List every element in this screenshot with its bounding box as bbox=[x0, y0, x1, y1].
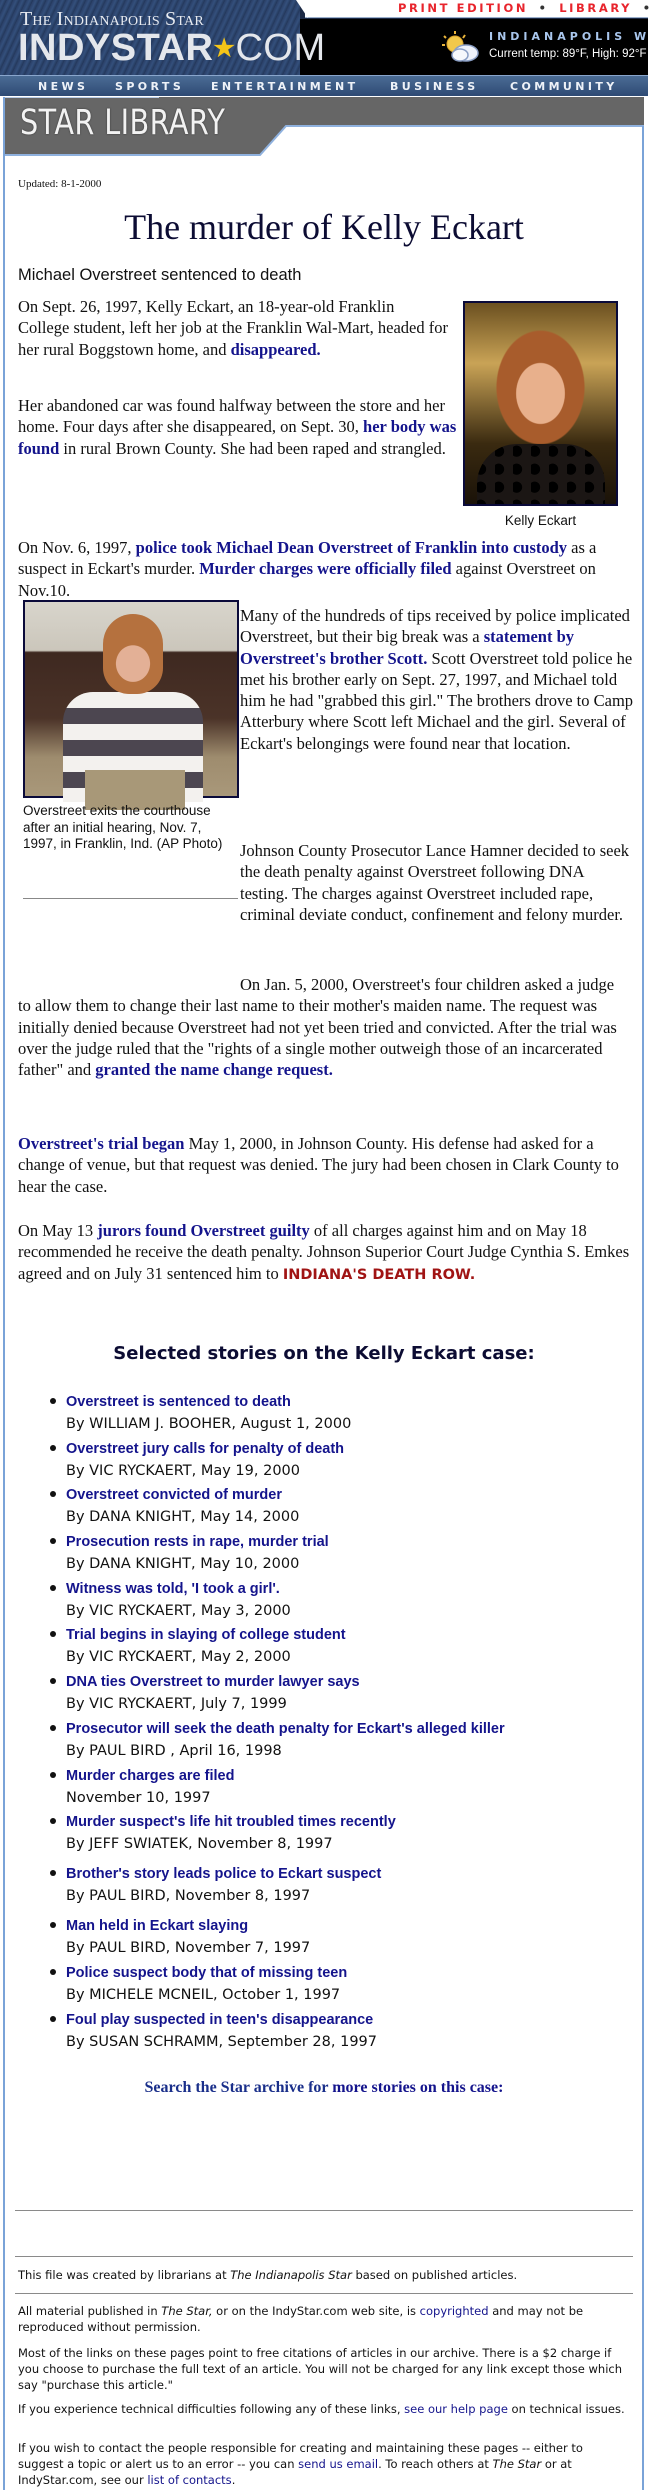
banner-title: STAR LIBRARY bbox=[20, 103, 226, 143]
story-item bbox=[50, 1393, 640, 1440]
nav-business[interactable]: BUSINESS bbox=[390, 80, 479, 93]
paragraph-verdict bbox=[18, 1220, 630, 1286]
footer-links-note: Most of the links on these pages point to free citations of articles in our archive. There is a $2 charge if you choose to purchase the full text of an article. You will not be charged for any link except those which say "purchase this article." bbox=[18, 2346, 623, 2392]
bullet-icon bbox=[50, 1445, 56, 1451]
logo-brand: INDYSTAR bbox=[18, 27, 214, 69]
footer-text: on technical issues. bbox=[507, 2402, 625, 2416]
footer-created-note bbox=[18, 2267, 630, 2283]
story-byline: By DANA KNIGHT, May 14, 2000 bbox=[66, 1509, 300, 1526]
more-stories-link[interactable]: more stories on this case: bbox=[332, 2079, 504, 2096]
bullet-icon bbox=[50, 1585, 56, 1591]
bullet-icon bbox=[50, 1772, 56, 1778]
story-item bbox=[50, 1533, 640, 1580]
paragraph-disappearance bbox=[18, 296, 448, 360]
bullet-icon bbox=[50, 1969, 56, 1975]
story-item bbox=[50, 1626, 640, 1673]
updated-date: Updated: 8-1-2000 bbox=[18, 178, 102, 190]
footer-text: . To reach others at bbox=[378, 2457, 493, 2471]
nav-entertainment[interactable]: ENTERTAINMENT bbox=[211, 80, 359, 93]
story-title-link[interactable]: Overstreet convicted of murder bbox=[66, 1487, 282, 1504]
send-email-link[interactable]: send us email bbox=[298, 2457, 379, 2471]
bullet-icon bbox=[50, 1725, 56, 1731]
divider bbox=[15, 2293, 633, 2294]
death-row-link[interactable]: INDIANA'S DEATH ROW. bbox=[282, 1266, 476, 1283]
paragraph-name-change bbox=[18, 974, 630, 1080]
footer-text: . bbox=[231, 2473, 236, 2487]
footer-text: and may not be reproduced without permission. bbox=[18, 2304, 584, 2334]
story-title-link[interactable]: Overstreet is sentenced to death bbox=[66, 1394, 291, 1410]
custody-link[interactable]: police took Michael Dean Overstreet of Franklin into custody bbox=[135, 538, 568, 557]
story-byline: November 10, 1997 bbox=[66, 1789, 211, 1806]
paragraph-custody bbox=[18, 537, 630, 601]
story-item bbox=[50, 1440, 640, 1487]
separator: • bbox=[538, 1, 549, 15]
story-item bbox=[50, 1964, 640, 2011]
footer-text: If you wish to contact the people responsible for creating and maintaining these pages -- either to suggest a topic or alert us to an error -- you can bbox=[18, 2441, 583, 2471]
divider bbox=[15, 2256, 633, 2257]
story-byline: By SUSAN SCHRAMM, September 28, 1997 bbox=[66, 2033, 378, 2050]
story-title-link[interactable]: Prosecutor will seek the death penalty for Eckart's alleged killer bbox=[66, 1720, 505, 1737]
bullet-icon bbox=[50, 1818, 56, 1824]
story-item bbox=[50, 1720, 640, 1767]
story-title-link[interactable]: Man held in Eckart slaying bbox=[66, 1918, 249, 1935]
weather-title[interactable]: INDIANAPOLIS W bbox=[489, 30, 651, 43]
footer-help-note bbox=[18, 2401, 630, 2417]
story-byline: By MICHELE MCNEIL, October 1, 1997 bbox=[66, 1986, 341, 2003]
story-byline: By VIC RYCKAERT, July 7, 1999 bbox=[66, 1696, 287, 1713]
paragraph-text: in rural Brown County. She had been raped and strangled. bbox=[59, 438, 446, 458]
paragraph-text: May 1, 2000, in Johnson County. His defense had asked for a change of venue, but that request was denied. The jury had been chosen in Clark County to hear the case. bbox=[18, 1134, 619, 1196]
article-subtitle: Michael Overstreet sentenced to death bbox=[18, 266, 302, 284]
paragraph-trial bbox=[18, 1133, 630, 1197]
charges-filed-link[interactable]: Murder charges were officially filed bbox=[199, 559, 452, 579]
bullet-icon bbox=[50, 1678, 56, 1684]
paragraph-text: On May 13 bbox=[18, 1221, 98, 1240]
story-byline: By PAUL BIRD, November 7, 1997 bbox=[66, 1940, 311, 1957]
story-item bbox=[50, 1813, 640, 1865]
story-item bbox=[50, 1486, 640, 1533]
paragraph-death-penalty: Johnson County Prosecutor Lance Hamner decided to seek the death penalty against Overstreet following DNA testing. The charges against Overstreet included rape, criminal deviate conduct, confinement and felony murder. bbox=[240, 841, 630, 924]
story-byline: By PAUL BIRD, November 8, 1997 bbox=[66, 1888, 311, 1905]
nav-news[interactable]: NEWS bbox=[38, 80, 89, 93]
story-title-link[interactable]: Brother's story leads police to Eckart suspect bbox=[66, 1866, 382, 1883]
footer-text: based on published articles. bbox=[351, 2268, 518, 2282]
paragraph-brother-statement bbox=[240, 605, 635, 754]
footer-text: If you experience technical difficulties following any of these links, bbox=[18, 2402, 405, 2416]
bullet-icon bbox=[50, 1922, 56, 1928]
story-byline: By VIC RYCKAERT, May 3, 2000 bbox=[66, 1602, 291, 1619]
paragraph-text: Scott Overstreet told police he met his brother early on Sept. 27, 1997, and Michael told him he had "grabbed this girl." The brothers drove to Camp Atterbury where Scott left Michael and the girl. Several of Eckart's belongings were found near that location. bbox=[240, 648, 634, 753]
disappeared-link[interactable]: disappeared. bbox=[230, 339, 321, 359]
brother-statement-link[interactable]: statement by Overstreet's brother Scott. bbox=[240, 627, 575, 668]
nav-community[interactable]: COMMUNITY bbox=[510, 80, 618, 93]
stories-heading: Selected stories on the Kelly Eckart case: bbox=[113, 1343, 535, 1364]
paragraph-text: of all charges against him and on May 18 recommended he receive the death penalty. Johnson Superior Court Judge Cynthia S. Emkes agreed and on July 31 sentenced him to bbox=[18, 1221, 630, 1283]
partly-cloudy-icon bbox=[440, 30, 480, 64]
bullet-icon bbox=[50, 1538, 56, 1544]
print-edition-link[interactable]: PRINT EDITION bbox=[398, 1, 529, 15]
page-title: The murder of Kelly Eckart bbox=[124, 207, 524, 247]
paragraph-body-found bbox=[18, 395, 458, 459]
top-bar-corner bbox=[296, 0, 308, 18]
story-item bbox=[50, 1767, 640, 1814]
paragraph-text: On Nov. 6, 1997, bbox=[18, 538, 136, 557]
story-item bbox=[50, 1580, 640, 1627]
kelly-photo-caption: Kelly Eckart bbox=[504, 513, 577, 528]
photo-detail bbox=[103, 614, 163, 694]
footer-contact-note bbox=[18, 2440, 630, 2488]
paragraph-text: Her abandoned car was found halfway between the store and her home. Four days after she disappeared, on Sept. 30, bbox=[18, 396, 445, 437]
story-title-link[interactable]: DNA ties Overstreet to murder lawyer says bbox=[66, 1674, 360, 1691]
paragraph-text: Many of the hundreds of tips received by police implicated Overstreet, but their big break was a bbox=[240, 606, 630, 647]
main-nav bbox=[0, 75, 648, 96]
name-change-link[interactable]: granted the name change request. bbox=[95, 1060, 333, 1080]
story-byline: By JEFF SWIATEK, November 8, 1997 bbox=[66, 1836, 333, 1853]
search-archive-text[interactable]: Search the Star archive for bbox=[144, 2079, 333, 2096]
story-item bbox=[50, 2011, 640, 2058]
overstreet-photo-caption: Overstreet exits the courthouse after an initial hearing, Nov. 7, 1997, in Franklin, Ind. (AP Photo) bbox=[23, 803, 223, 851]
footer-publication-name: The Star, bbox=[161, 2304, 213, 2318]
body-found-link[interactable]: her body was found bbox=[18, 417, 457, 458]
bullet-icon bbox=[50, 1631, 56, 1637]
story-title-link[interactable]: Prosecution rests in rape, murder trial bbox=[66, 1534, 329, 1551]
story-title-link[interactable]: Trial begins in slaying of college student bbox=[66, 1627, 346, 1644]
logo-wordmark bbox=[18, 28, 326, 69]
library-link[interactable]: LIBRARY bbox=[559, 1, 633, 15]
photo-detail bbox=[477, 444, 605, 504]
paragraph-text: as a suspect in Eckart's murder. bbox=[18, 538, 597, 579]
trial-began-link[interactable]: Overstreet's trial began bbox=[18, 1134, 185, 1153]
stories-list bbox=[50, 1393, 640, 2057]
bullet-icon bbox=[50, 2016, 56, 2022]
star-library-banner bbox=[4, 97, 644, 156]
top-links bbox=[398, 1, 657, 15]
weather-temp: Current temp: 89°F, High: 92°F bbox=[489, 48, 647, 60]
story-item bbox=[50, 1865, 640, 1917]
story-byline: By DANA KNIGHT, May 10, 2000 bbox=[66, 1556, 300, 1573]
story-item bbox=[50, 1917, 640, 1964]
story-byline: By VIC RYCKAERT, May 2, 2000 bbox=[66, 1649, 291, 1666]
logo-subtitle: The Indianapolis Star bbox=[20, 8, 204, 30]
footer-text: All material published in bbox=[18, 2304, 162, 2318]
page-frame-right bbox=[642, 126, 644, 2490]
caption-divider bbox=[23, 898, 238, 899]
logo-dotcom: COM bbox=[235, 27, 326, 69]
story-byline: By WILLIAM J. BOOHER, August 1, 2000 bbox=[66, 1416, 352, 1432]
overstreet-photo bbox=[23, 600, 239, 798]
bullet-icon bbox=[50, 1491, 56, 1497]
search-archive-link[interactable] bbox=[0, 2079, 648, 2097]
story-title-link[interactable]: Murder charges are filed bbox=[66, 1767, 235, 1784]
footer-text: This file was created by librarians at bbox=[18, 2268, 231, 2282]
page-frame-left bbox=[3, 97, 5, 2490]
story-title-link[interactable]: Police suspect body that of missing teen bbox=[66, 1964, 348, 1981]
help-page-link[interactable]: see our help page bbox=[404, 2402, 508, 2416]
story-byline: By PAUL BIRD , April 16, 1998 bbox=[66, 1742, 282, 1759]
divider bbox=[15, 2210, 633, 2211]
paragraph-text: against Overstreet on Nov.10. bbox=[18, 559, 596, 600]
story-title-link[interactable]: Overstreet jury calls for penalty of death bbox=[66, 1440, 345, 1457]
footer-text: or on the IndyStar.com web site, is bbox=[212, 2304, 420, 2318]
star-icon: ★ bbox=[213, 35, 236, 62]
guilty-link[interactable]: jurors found Overstreet guilty bbox=[97, 1221, 310, 1240]
footer-publication-name: The Star bbox=[492, 2457, 542, 2471]
story-item bbox=[50, 1673, 640, 1720]
story-title-link[interactable]: Witness was told, 'I took a girl'. bbox=[66, 1580, 280, 1597]
story-title-link[interactable]: Foul play suspected in teen's disappearance bbox=[66, 2011, 374, 2028]
story-title-link[interactable]: Murder suspect's life hit troubled times recently bbox=[66, 1814, 396, 1831]
nav-sports[interactable]: SPORTS bbox=[115, 80, 185, 93]
copyrighted-link[interactable]: copyrighted bbox=[419, 2304, 489, 2318]
kelly-eckart-photo bbox=[463, 301, 618, 506]
contacts-list-link[interactable]: list of contacts bbox=[147, 2473, 232, 2487]
footer-copyright-note bbox=[18, 2303, 630, 2335]
footer-publication-name: The Indianapolis Star bbox=[230, 2268, 352, 2282]
footer-text: or at IndyStar.com, see our bbox=[18, 2457, 572, 2487]
separator: • bbox=[642, 1, 653, 15]
paragraph-text: On Sept. 26, 1997, Kelly Eckart, an 18-year-old Franklin College student, left her job at the Franklin Wal-Mart, headed for her rural Boggstown home, and bbox=[18, 297, 448, 359]
site-header bbox=[0, 0, 653, 96]
bullet-icon bbox=[50, 1398, 56, 1404]
bullet-icon bbox=[50, 1870, 56, 1876]
paragraph-text: On Jan. 5, 2000, Overstreet's four children asked a judge to allow them to change their last name to their mother's maiden name. The request was initially denied because Overstreet had not yet been tried and convicted. After the trial was over the judge ruled that the "rights of a single mother outweigh those of an incarcerated father" and bbox=[18, 975, 617, 1080]
story-byline: By VIC RYCKAERT, May 19, 2000 bbox=[66, 1462, 300, 1479]
